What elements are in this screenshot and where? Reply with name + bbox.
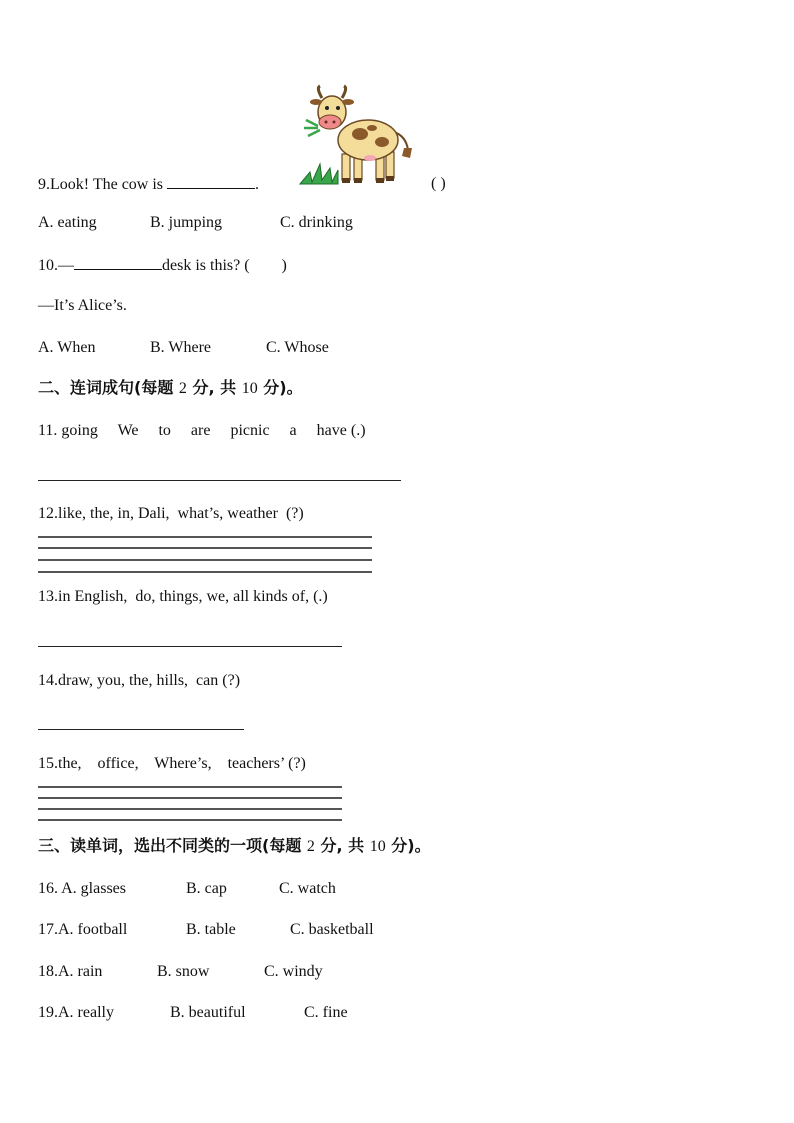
q17-option-b[interactable]: B. table [186,921,236,938]
q17-option-a[interactable]: 17.A. football [38,921,128,938]
q16-option-b[interactable]: B. cap [186,880,227,897]
q11-answer-line[interactable] [38,480,401,481]
q19-option-a[interactable]: 19.A. really [38,1004,114,1021]
q9-answer-blank[interactable] [167,174,255,189]
q9-stem-b: . [255,176,260,193]
cow-illustration [298,84,420,190]
q9-answer-paren[interactable]: ( ) [431,175,446,192]
q9-option-b[interactable]: B. jumping [150,214,223,231]
q13-answer-line[interactable] [38,646,342,647]
q12-writing-line-2[interactable] [38,547,372,549]
q16-option-a[interactable]: 16. A. glasses [38,880,126,897]
q18-option-c[interactable]: C. windy [264,963,323,980]
section-2-heading: 二、连词成句(每题 2 分, 共 10 分)。 [38,378,303,397]
question-15: 15.the, office, Where’s, teachers’ (?) [38,755,306,772]
q18-option-b[interactable]: B. snow [157,963,210,980]
q19-option-b[interactable]: B. beautiful [170,1004,246,1021]
question-14: 14.draw, you, the, hills, can (?) [38,672,241,689]
q12-writing-line-1[interactable] [38,536,372,538]
q18-option-a[interactable]: 18.A. rain [38,963,103,980]
question-9 [38,174,259,195]
q10-stem-b: desk is this? ( ) [162,257,287,274]
q17-option-c[interactable]: C. basketball [290,921,374,938]
q10-answer-blank[interactable] [74,255,162,270]
section-3-heading: 三、读单词，选出不同类的一项(每题 2 分, 共 10 分)。 [38,836,431,855]
q16-option-c[interactable]: C. watch [279,880,336,897]
q12-writing-line-4[interactable] [38,571,372,573]
q10-option-c[interactable]: C. Whose [266,339,329,356]
q9-stem-a: 9.Look! The cow is [38,176,168,193]
q10-option-b[interactable]: B. Where [150,339,212,356]
q14-answer-line[interactable] [38,729,244,730]
question-13: 13.in English, do, things, we, all kinds of, (.) [38,588,328,605]
q15-writing-line-3[interactable] [38,808,342,810]
question-12: 12.like, the, in, Dali, what’s, weather (?) [38,505,304,522]
question-11: 11. going We to are picnic a have (.) [38,422,366,439]
q15-writing-line-2[interactable] [38,797,342,799]
q15-writing-line-1[interactable] [38,786,342,788]
question-10 [38,255,287,276]
q15-writing-line-4[interactable] [38,819,342,821]
q9-option-c[interactable]: C. drinking [280,214,353,231]
q19-option-c[interactable]: C. fine [304,1004,348,1021]
q10-option-a[interactable]: A. When [38,339,96,356]
q12-writing-line-3[interactable] [38,559,372,561]
q10-stem-a: 10.— [38,257,74,274]
q9-option-a[interactable]: A. eating [38,214,97,231]
q10-answer-line: —It’s Alice’s. [38,297,127,314]
